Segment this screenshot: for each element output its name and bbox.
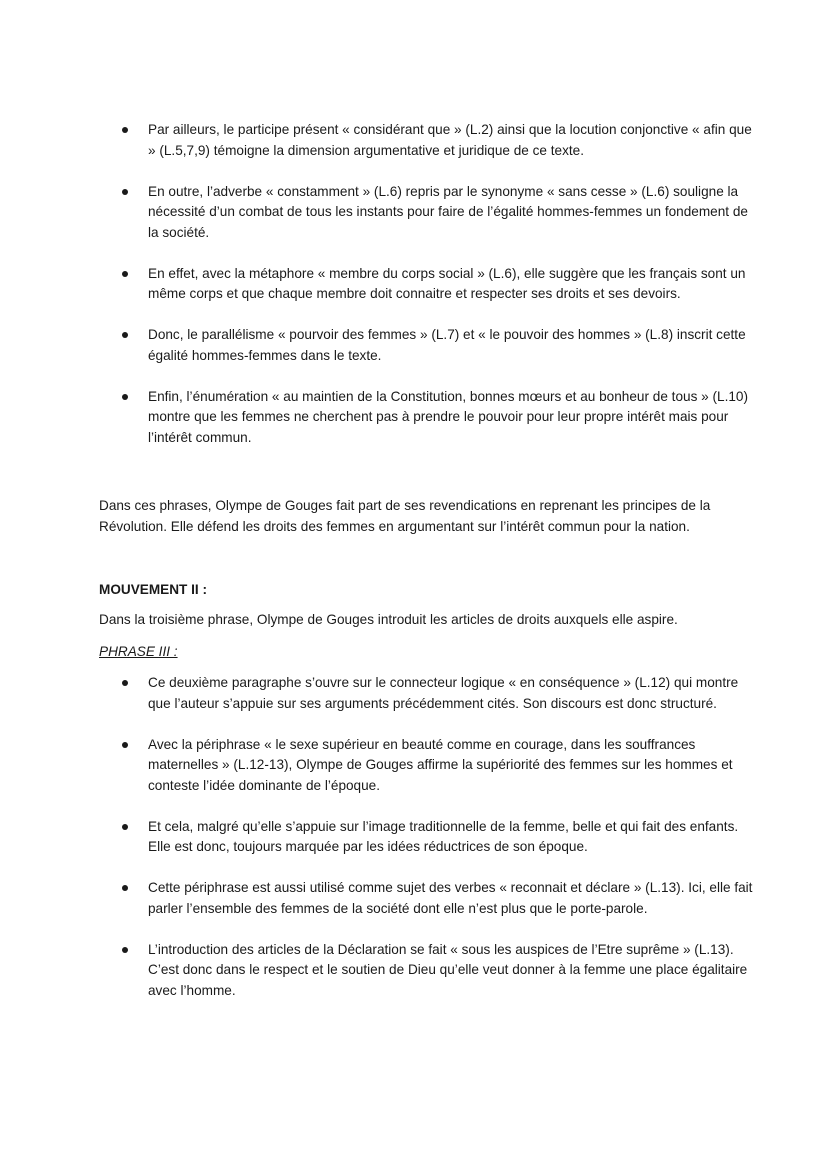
bullet-text: Ce deuxième paragraphe s’ouvre sur le connecteur logique « en conséquence » (L.12) qui montre que l’auteur s’appuie sur ses arguments précédemment cités. Son discours est donc structuré. [148,675,739,711]
bullet-icon [122,824,128,830]
list-item [0,940,828,1002]
bullet-text: En effet, avec la métaphore « membre du corps social » (L.6), elle suggère que les français sont un même corps et que chaque membre doit connaitre et respecter ses droits et ses devoirs. [148,265,746,301]
bullet-text: En outre, l’adverbe « constamment » (L.6) repris par le synonyme « sans cesse » (L.6) souligne la nécessité d’un combat de tous les instants pour faire de l’égalité hommes-femmes un fondement de la société. [148,183,748,240]
list-item [0,264,828,305]
list-item [0,120,828,161]
phrase-subheading: PHRASE III : [99,644,178,659]
bullet-icon [122,127,128,133]
list-item [0,387,828,449]
bullet-text: Donc, le parallélisme « pourvoir des femmes » (L.7) et « le pouvoir des hommes » (L.8) inscrit cette égalité hommes-femmes dans le texte. [148,327,746,363]
list-item [0,735,828,797]
list-item [0,182,828,244]
list-item [0,325,828,366]
bullet-icon [122,332,128,338]
bullet-icon [122,680,128,686]
bullet-icon [122,271,128,277]
bullet-list-section2 [0,673,828,1001]
section-intro: Dans la troisième phrase, Olympe de Gouges introduit les articles de droits auxquels elle aspire. [99,612,678,627]
bullet-icon [122,885,128,891]
bullet-text: Et cela, malgré qu’elle s’appuie sur l’image traditionnelle de la femme, belle et qui fait des enfants. Elle est donc, toujours marquée par les idées réductrices de son époque. [148,818,739,854]
bullet-text: Avec la périphrase « le sexe supérieur en beauté comme en courage, dans les souffrances maternelles » (L.12-13), Olympe de Gouges affirme la supériorité des femmes sur les hommes et conteste l’idée dominante de l’époque. [148,736,733,793]
bullet-icon [122,947,128,953]
list-item [0,673,828,714]
list-item [0,817,828,858]
bullet-icon [122,742,128,748]
section1-conclusion: Dans ces phrases, Olympe de Gouges fait part de ses revendications en reprenant les principes de la Révolution. Elle défend les droits des femmes en argumentant sur l’intérêt commun pour la nation. [99,498,711,534]
bullet-icon [122,394,128,400]
bullet-text: Enfin, l’énumération « au maintien de la Constitution, bonnes mœurs et au bonheur de tous » (L.10) montre que les femmes ne cherchent pas à prendre le pouvoir pour leur propre intérêt mais pour l’intérêt commun. [148,388,748,445]
section-heading: MOUVEMENT II : [99,582,207,597]
list-item [0,878,828,919]
bullet-list-section1 [0,120,828,448]
bullet-text: L’introduction des articles de la Déclaration se fait « sous les auspices de l’Etre suprême » (L.13). C’est donc dans le respect et le soutien de Dieu qu’elle veut donner à la femme une place égalitaire avec l’homme. [148,941,748,998]
bullet-icon [122,189,128,195]
bullet-text: Par ailleurs, le participe présent « considérant que » (L.2) ainsi que la locution conjonctive « afin que » (L.5,7,9) témoigne la dimension argumentative et juridique de ce texte. [148,122,752,158]
bullet-text: Cette périphrase est aussi utilisé comme sujet des verbes « reconnait et déclare » (L.13). Ici, elle fait parler l’ensemble des femmes de la société dont elle n’est plus que le porte-parole. [148,880,753,916]
